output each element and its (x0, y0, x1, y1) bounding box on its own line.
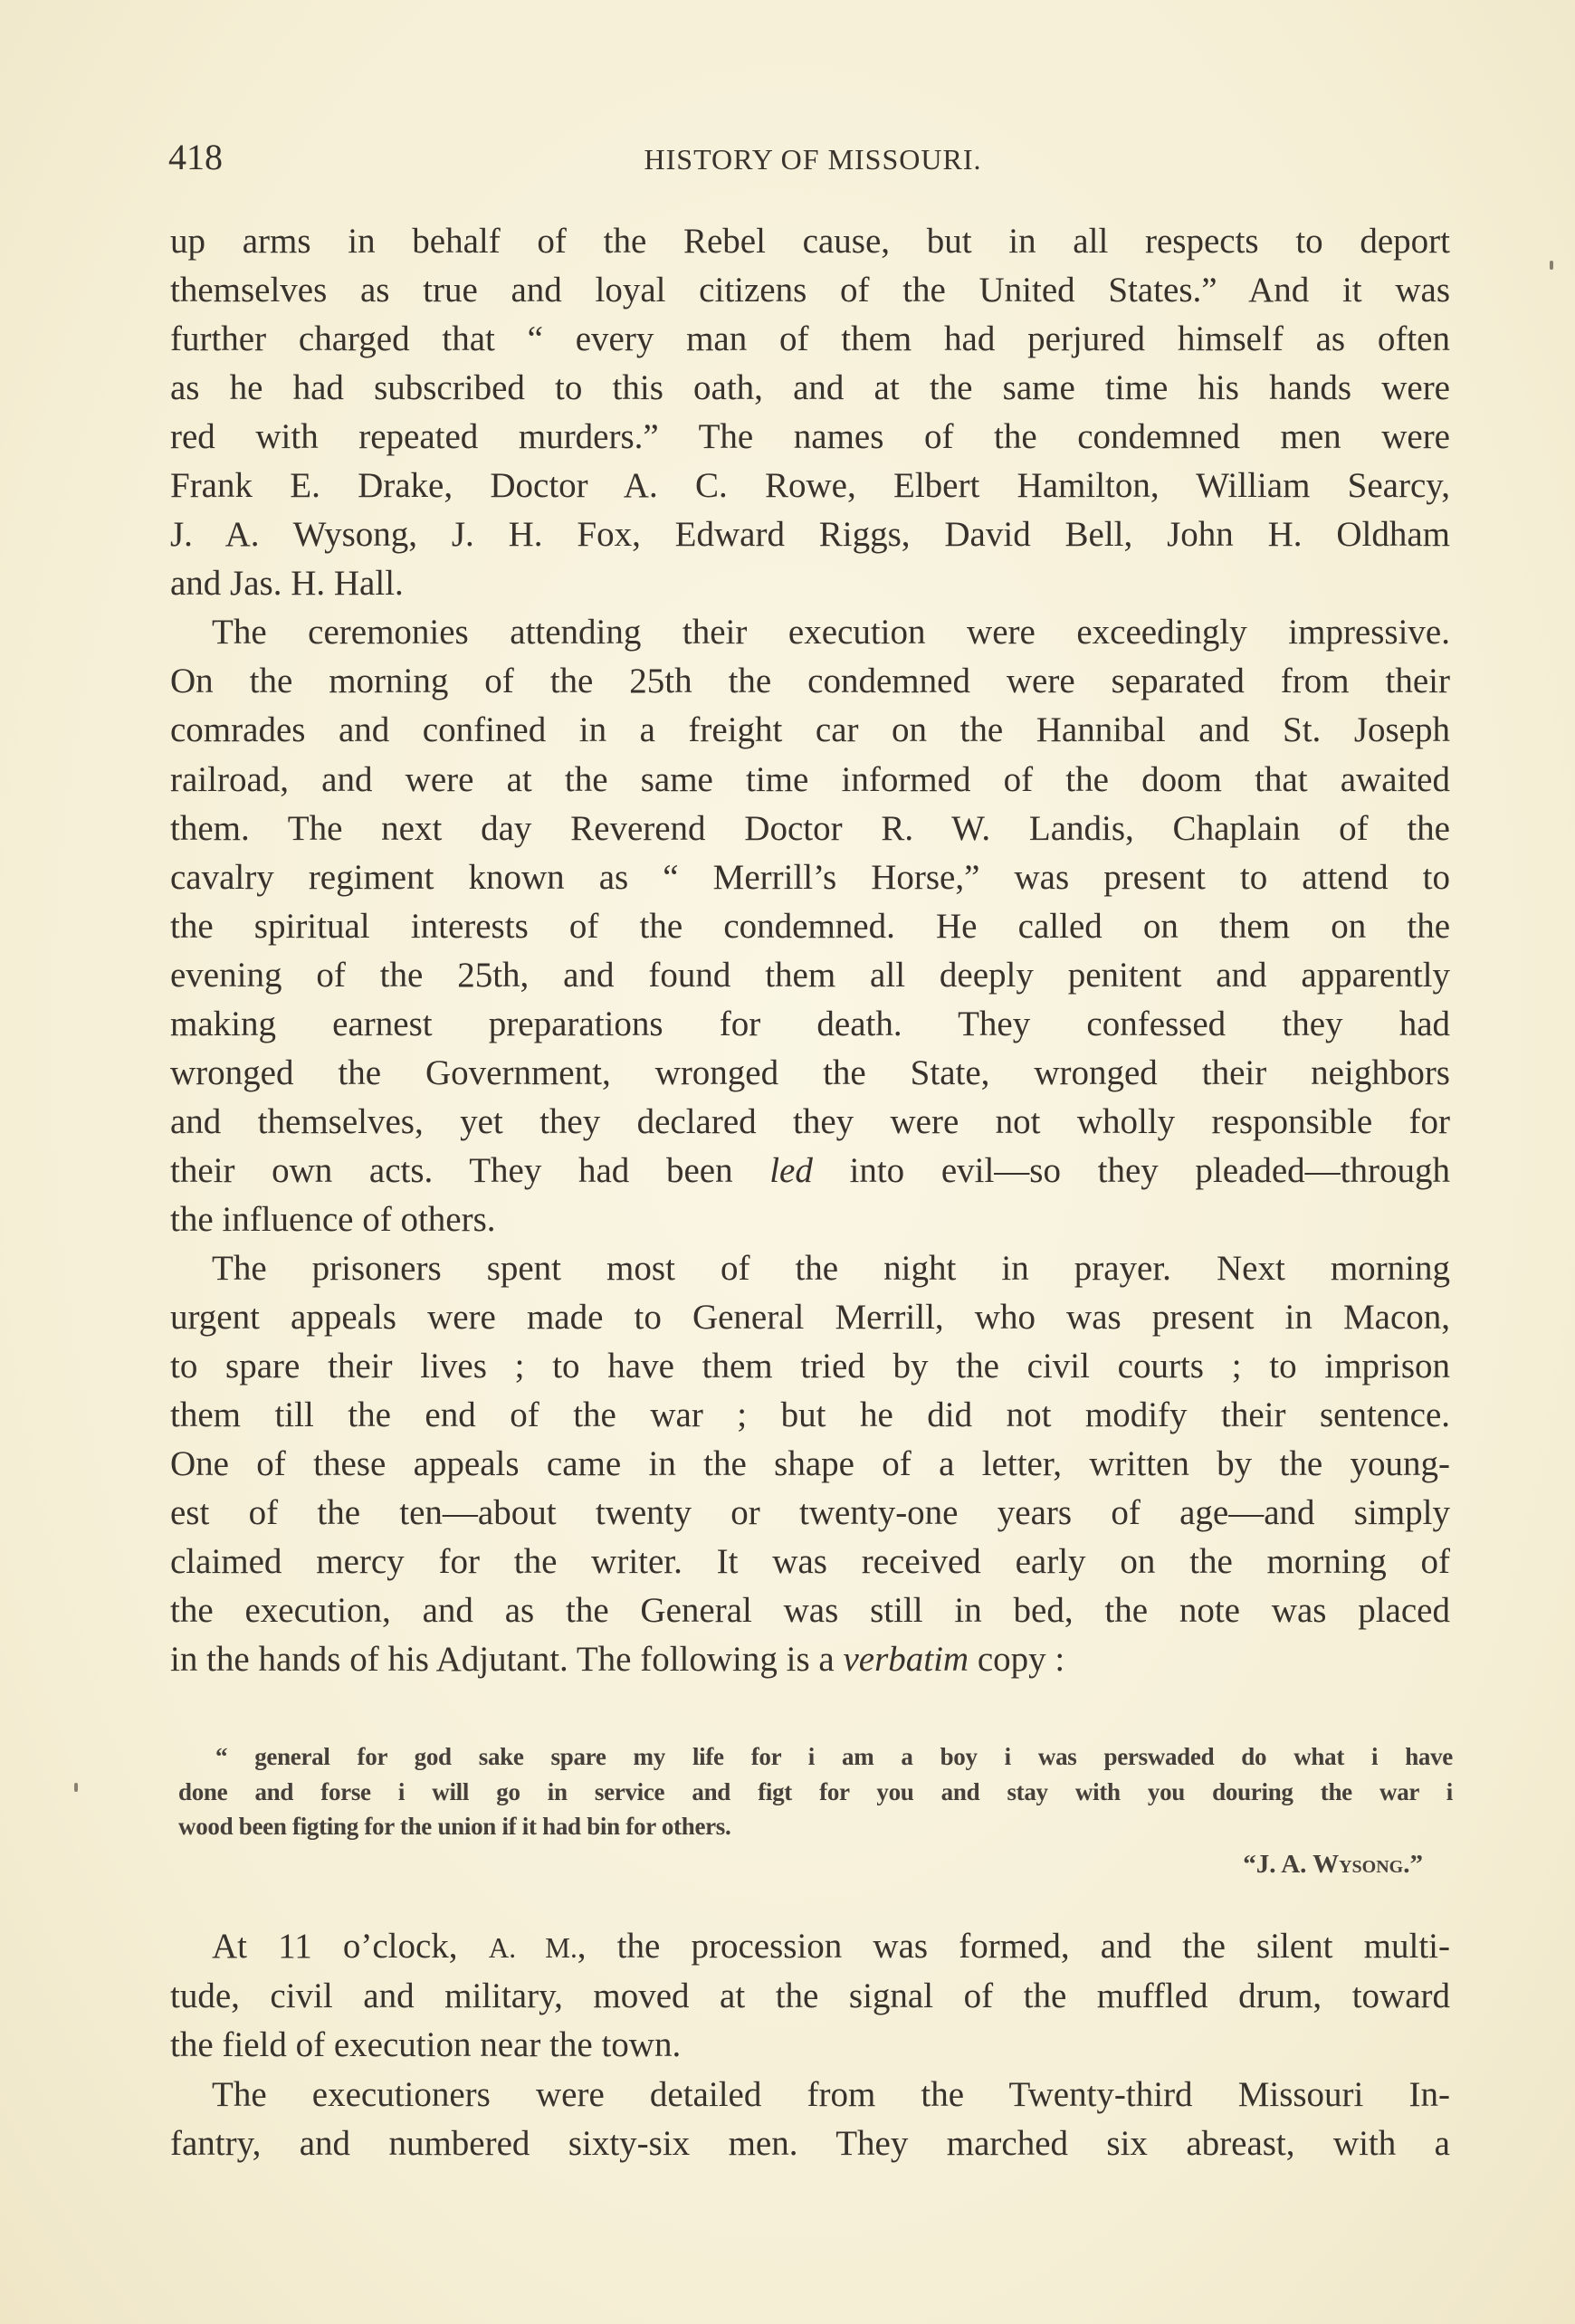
text-line (170, 1147, 1450, 1195)
text-line: The prisoners spent most of the night in prayer. Next morning (212, 1248, 1450, 1288)
text-line: est of the ten—about twenty or twenty-one years of age—and simply (170, 1493, 1450, 1533)
scan-speck (74, 1783, 78, 1792)
text-line: The ceremonies attending their execution were exceedingly impressive. (212, 613, 1450, 652)
small-caps-text: A. M. (488, 1932, 578, 1964)
text-line: making earnest preparations for death. They confessed they had (170, 1004, 1450, 1043)
text-line: evening of the 25th, and found them all deeply penitent and apparently (170, 955, 1450, 995)
text-line: The executioners were detailed from the Twenty-third Missouri In- (212, 2074, 1450, 2114)
text-line: up arms in behalf of the Rebel cause, but in all respects to deport (170, 222, 1450, 261)
text-line: as he had subscribed to this oath, and at the same time his hands were (170, 368, 1450, 408)
text-line (170, 1635, 1450, 1684)
text-line: cavalry regiment known as “ Merrill’s Horse,” was present to attend to (170, 857, 1450, 897)
letter-signature: “J. A. Wysong.” (1243, 1850, 1423, 1879)
text-line: fantry, and numbered sixty-six men. They marched six abreast, with a (170, 2124, 1450, 2164)
text-line: the execution, and as the General was still in bed, the note was placed (170, 1591, 1450, 1631)
text-segment: copy : (969, 1640, 1065, 1680)
text-segment: in the hands of his Adjutant. The following is a (170, 1640, 844, 1680)
text-segment: , the procession was formed, and the silent multi- (577, 1927, 1451, 1966)
text-line: comrades and confined in a freight car on the Hannibal and St. Joseph (170, 710, 1450, 750)
text-line: tude, civil and military, moved at the signal of the muffled drum, toward (170, 1976, 1450, 2015)
body-text-continued (170, 1922, 1450, 2169)
scan-speck (1550, 261, 1553, 270)
text-line: railroad, and were at the same time informed of the doom that awaited (170, 759, 1450, 799)
italic-text: verbatim (843, 1640, 969, 1680)
text-line: On the morning of the 25th the condemned were separated from their (170, 662, 1450, 701)
text-segment: into evil—so they pleaded—through (812, 1150, 1450, 1190)
italic-text: led (769, 1150, 813, 1190)
text-line: the influence of others. (170, 1199, 496, 1239)
text-line: them till the end of the war ; but he did not modify their sentence. (170, 1395, 1450, 1435)
text-line: themselves as true and loyal citizens of the United States.” And it was (170, 271, 1450, 310)
text-line (170, 1922, 1450, 1972)
text-line: and Jas. H. Hall. (170, 564, 404, 604)
text-line: wronged the Government, wronged the State, wronged their neighbors (170, 1052, 1450, 1092)
text-line: the field of execution near the town. (170, 2025, 682, 2065)
text-line: Frank E. Drake, Doctor A. C. Rowe, Elbert Hamilton, William Searcy, (170, 466, 1450, 506)
text-line: to spare their lives ; to have them tried by the civil courts ; to imprison (170, 1347, 1450, 1386)
letter-quote (178, 1739, 1453, 1844)
text-line: “ general for god sake spare my life for i am a boy i was perswaded do what i have (215, 1743, 1453, 1770)
text-line: and themselves, yet they declared they were not wholly responsible for (170, 1101, 1450, 1141)
body-text (170, 217, 1450, 1684)
page-number: 418 (168, 137, 223, 177)
text-line: them. The next day Reverend Doctor R. W. Landis, Chaplain of the (170, 808, 1450, 848)
text-line: the spiritual interests of the condemned. He called on them on the (170, 906, 1450, 946)
text-line: done and forse i will go in service and figt for you and stay with you douring the war i (178, 1777, 1453, 1805)
text-line: further charged that “ every man of them had perjured himself as often (170, 319, 1450, 359)
text-line: urgent appeals were made to General Merrill, who was present in Macon, (170, 1298, 1450, 1338)
text-segment: At 11 o’clock, (212, 1927, 489, 1966)
running-header: HISTORY OF MISSOURI. (644, 143, 982, 176)
text-line: red with repeated murders.” The names of the condemned men were (170, 417, 1450, 457)
text-line: J. A. Wysong, J. H. Fox, Edward Riggs, David Bell, John H. Oldham (170, 515, 1450, 555)
text-line: wood been figting for the union if it had bin for others. (178, 1813, 731, 1840)
text-line: claimed mercy for the writer. It was received early on the morning of (170, 1542, 1450, 1582)
text-line: One of these appeals came in the shape of a letter, written by the young- (170, 1444, 1450, 1484)
text-segment: their own acts. They had been (170, 1150, 770, 1190)
